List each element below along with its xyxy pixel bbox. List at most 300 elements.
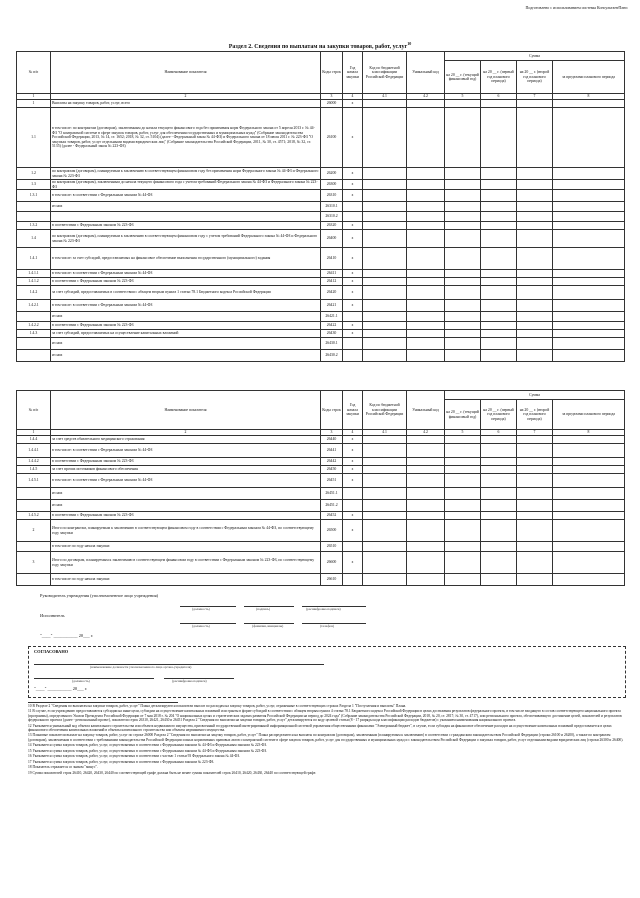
cell-value[interactable]	[517, 488, 553, 500]
cell-num: 1.3.1	[17, 190, 51, 202]
table-row	[17, 330, 625, 338]
hdr2-name: Наименование показателя	[51, 391, 321, 430]
footnote: 13 Плановые показатели выплат на закупку товаров, работ, услуг по строке 26000 Раздела 2 "Сведения по выплатам на закупку товаров, работ, услуг" Плана распределяются на выплаты по контрактам (договорам), заключенным (планируемым к заключению) в соответствии с гражданским законодательством Российской Федерации (строки 26100 и 26200), а также по контрактам (договорам), заключаемым в соответствии с требованиями законодательства Российской Федерации и иных нормативных правовых актов о контрактной системе в сфере закупок товаров, работ, услуг для государственных и муниципальных нужд и с законодательством Российской Федерации о закупках товаров, работ, услуг отдельными видами юридических лиц (строки 26300 и 26400).	[28, 733, 624, 742]
cell-num: 1.2	[17, 168, 51, 180]
col-num: 4.2	[407, 94, 445, 100]
cell-num	[17, 350, 51, 362]
cell-num: 1.4.5.1	[17, 474, 51, 488]
hdr2-unique: Уникальный код	[407, 391, 445, 430]
cell-value[interactable]	[363, 512, 407, 520]
cell-value[interactable]	[553, 180, 625, 190]
cell-value[interactable]	[517, 248, 553, 270]
cell-year	[343, 312, 363, 322]
cell-value[interactable]	[553, 444, 625, 458]
col-num: 4	[343, 94, 363, 100]
cell-value[interactable]	[553, 270, 625, 278]
cell-value[interactable]	[517, 542, 553, 552]
hdr2-y2: на 20 __ г. (первый год планового периода)	[481, 400, 517, 430]
cell-value[interactable]	[445, 222, 481, 230]
cell-name: Итого по контрактам, планируемым к заключению в соответствующем финансовом году в соответствии с Федеральным законом № 44-ФЗ, по соответствующему году закупки	[51, 520, 321, 542]
cell-year: x	[343, 286, 363, 300]
cell-value[interactable]	[553, 300, 625, 312]
hdr-unique: Уникальный код	[407, 52, 445, 94]
cell-value[interactable]	[363, 552, 407, 574]
cell-value[interactable]	[363, 248, 407, 270]
cell-code: 26310.2	[321, 212, 343, 222]
agreed-cap: (наименование должности уполномоченного лица органа-учредителя)	[90, 665, 192, 669]
cap-signature: (подпись)	[256, 607, 271, 611]
cell-name: по контрактам (договорам), планируемым к заключению в соответствующем финансовом году без применения норм Федерального закона № 44-ФЗ и Федерального закона № 223-ФЗ	[51, 168, 321, 180]
cell-value[interactable]	[407, 180, 445, 190]
cell-year: x	[343, 180, 363, 190]
cell-value[interactable]	[445, 436, 481, 444]
cell-value[interactable]	[363, 500, 407, 512]
cell-value[interactable]	[481, 552, 517, 574]
cell-value[interactable]	[481, 338, 517, 350]
cell-value[interactable]	[481, 512, 517, 520]
cell-value[interactable]	[481, 520, 517, 542]
cell-value[interactable]	[481, 322, 517, 330]
cell-value[interactable]	[407, 270, 445, 278]
cell-value[interactable]	[481, 458, 517, 466]
cell-year: x	[343, 300, 363, 312]
cell-value[interactable]	[517, 436, 553, 444]
cell-value[interactable]	[445, 500, 481, 512]
cell-code: 26310.1	[321, 202, 343, 212]
hdr-year: Год начала закупки	[343, 52, 363, 94]
cell-value[interactable]	[445, 230, 481, 248]
cell-value[interactable]	[363, 190, 407, 202]
cell-value[interactable]	[407, 542, 445, 552]
cell-value[interactable]	[407, 202, 445, 212]
cell-value[interactable]	[407, 300, 445, 312]
cell-code: 26320	[321, 222, 343, 230]
cell-name: в том числе: в соответствии с Федеральным законом № 44-ФЗ	[51, 270, 321, 278]
cell-year	[343, 350, 363, 362]
cell-value[interactable]	[445, 312, 481, 322]
table-row	[17, 270, 625, 278]
cell-value[interactable]	[517, 222, 553, 230]
cell-value[interactable]	[445, 542, 481, 552]
cell-code: 26451	[321, 474, 343, 488]
cell-code: 26410	[321, 248, 343, 270]
cell-value[interactable]	[553, 190, 625, 202]
cell-value[interactable]	[553, 230, 625, 248]
cell-value[interactable]	[553, 108, 625, 168]
col-num: 3	[321, 94, 343, 100]
hdr2-num: № п/п	[17, 391, 51, 430]
cell-num: 1.4.5.2	[17, 512, 51, 520]
cell-value[interactable]	[553, 322, 625, 330]
cap-decoding: (расшифровка подписи)	[306, 607, 341, 611]
cell-value[interactable]	[517, 300, 553, 312]
cell-value[interactable]	[445, 278, 481, 286]
cell-value[interactable]	[407, 500, 445, 512]
footnote: 19 Сумма показателей строк 26410, 26420, 26430, 26440 по соответствующей графе должна быть не менее суммы показателей строк 26410, 26420, 26430, 26440 по соответствующей графе.	[28, 770, 317, 775]
cap-position-2: (должность)	[192, 624, 210, 628]
cell-value[interactable]	[553, 212, 625, 222]
cell-value[interactable]	[407, 322, 445, 330]
table-row	[17, 168, 625, 180]
cell-code: 26600	[321, 552, 343, 574]
cell-value[interactable]	[481, 286, 517, 300]
cell-name: в том числе по году начала закупки:	[51, 574, 321, 586]
table-row	[17, 466, 625, 474]
hdr2-kbk: Код по бюджетной классификации Российской Федерации	[363, 391, 407, 430]
cell-value[interactable]	[363, 466, 407, 474]
hdr2-sum: Сумма	[445, 391, 625, 400]
cell-value[interactable]	[553, 466, 625, 474]
cell-value[interactable]	[445, 100, 481, 108]
cell-code: 26441	[321, 444, 343, 458]
cell-value[interactable]	[517, 338, 553, 350]
cell-value[interactable]	[517, 458, 553, 466]
hdr-num: № п/п	[17, 52, 51, 94]
cell-value[interactable]	[363, 330, 407, 338]
cell-value[interactable]	[363, 230, 407, 248]
cell-value[interactable]	[517, 474, 553, 488]
cell-value[interactable]	[445, 444, 481, 458]
cell-value[interactable]	[363, 574, 407, 586]
cell-value[interactable]	[363, 436, 407, 444]
cell-value[interactable]	[445, 520, 481, 542]
cell-value[interactable]	[517, 552, 553, 574]
hdr2-y1: на 20 __ г. (текущий финансовый год)	[445, 400, 481, 430]
col-num: 6	[481, 94, 517, 100]
cell-code: 26411	[321, 270, 343, 278]
cell-year: x	[343, 190, 363, 202]
cell-value[interactable]	[517, 330, 553, 338]
cell-value[interactable]	[407, 552, 445, 574]
cell-year: x	[343, 108, 363, 168]
cell-value[interactable]	[517, 286, 553, 300]
cell-value[interactable]	[407, 512, 445, 520]
cell-value[interactable]	[481, 488, 517, 500]
cell-value[interactable]	[445, 474, 481, 488]
cell-value[interactable]	[407, 488, 445, 500]
table-row	[17, 202, 625, 212]
cell-value[interactable]	[517, 520, 553, 542]
cell-value[interactable]	[517, 212, 553, 222]
cell-value[interactable]	[481, 212, 517, 222]
cell-num	[17, 202, 51, 212]
cell-value[interactable]	[517, 512, 553, 520]
table-row	[17, 458, 625, 466]
cell-value[interactable]	[445, 270, 481, 278]
cell-year: x	[343, 466, 363, 474]
head-label: Руководитель учреждения (уполномоченное лицо учреждения)	[40, 593, 159, 598]
cell-value[interactable]	[517, 574, 553, 586]
cell-value[interactable]	[553, 168, 625, 180]
cell-value[interactable]	[553, 286, 625, 300]
cell-value[interactable]	[407, 436, 445, 444]
cell-value[interactable]	[407, 222, 445, 230]
cell-value[interactable]	[517, 466, 553, 474]
table-row	[17, 100, 625, 108]
cell-value[interactable]	[481, 180, 517, 190]
cell-year	[343, 542, 363, 552]
cell-num	[17, 312, 51, 322]
cell-value[interactable]	[407, 248, 445, 270]
cell-value[interactable]	[363, 542, 407, 552]
cell-value[interactable]	[445, 466, 481, 474]
cell-value[interactable]	[553, 436, 625, 444]
cell-value[interactable]	[481, 230, 517, 248]
cell-name: по контрактам (договорам), планируемым к заключению в соответствующем финансовом году с учетом требований Федерального закона № 44-ФЗ и Федерального закона № 223-ФЗ	[51, 230, 321, 248]
cell-value[interactable]	[407, 286, 445, 300]
cell-value[interactable]	[363, 312, 407, 322]
cell-value[interactable]	[517, 350, 553, 362]
cell-value[interactable]	[481, 190, 517, 202]
cell-value[interactable]	[363, 474, 407, 488]
cell-num	[17, 500, 51, 512]
cell-year: x	[343, 552, 363, 574]
cell-value[interactable]	[481, 100, 517, 108]
col-num: 7	[517, 94, 553, 100]
cell-value[interactable]	[553, 520, 625, 542]
cell-value[interactable]	[481, 330, 517, 338]
cell-value[interactable]	[407, 330, 445, 338]
cell-code: 26440	[321, 436, 343, 444]
cell-name: в соответствии с Федеральным законом № 223-ФЗ	[51, 458, 321, 466]
cell-value[interactable]	[363, 458, 407, 466]
cell-name: в соответствии с Федеральным законом № 223-ФЗ	[51, 512, 321, 520]
cell-value[interactable]	[553, 330, 625, 338]
cell-value[interactable]	[553, 100, 625, 108]
table-row	[17, 436, 625, 444]
cell-value[interactable]	[481, 574, 517, 586]
cell-value[interactable]	[517, 230, 553, 248]
cell-value[interactable]	[553, 552, 625, 574]
cell-year: x	[343, 270, 363, 278]
cell-value[interactable]	[445, 180, 481, 190]
cell-value[interactable]	[553, 458, 625, 466]
footnote: 17 Указывается сумма закупок товаров, работ, услуг, осуществляемых в соответствии с Федеральным законом № 223-ФЗ.	[28, 759, 215, 764]
col-num: 3	[321, 430, 343, 436]
cell-year: x	[343, 222, 363, 230]
cell-value[interactable]	[553, 574, 625, 586]
cell-value[interactable]	[553, 202, 625, 212]
cell-value[interactable]	[517, 278, 553, 286]
cell-value[interactable]	[363, 212, 407, 222]
cell-value[interactable]	[445, 512, 481, 520]
cell-value[interactable]	[445, 322, 481, 330]
hdr2-code: Коды строк	[321, 391, 343, 430]
cell-value[interactable]	[553, 248, 625, 270]
cell-value[interactable]	[407, 168, 445, 180]
cell-value[interactable]	[481, 436, 517, 444]
cell-code: 26430	[321, 330, 343, 338]
cell-value[interactable]	[445, 338, 481, 350]
cell-value[interactable]	[445, 350, 481, 362]
cell-num: 3	[17, 552, 51, 574]
hdr-y3: на 20 __ г. (второй год планового периода)	[517, 61, 553, 94]
cell-value[interactable]	[481, 248, 517, 270]
cell-value[interactable]	[517, 270, 553, 278]
cell-name: из них	[51, 488, 321, 500]
cell-value[interactable]	[363, 444, 407, 458]
cell-num: 1.1	[17, 108, 51, 168]
cell-value[interactable]	[407, 466, 445, 474]
cell-num: 1.4.1	[17, 248, 51, 270]
cell-value[interactable]	[553, 500, 625, 512]
cell-num: 1.4	[17, 230, 51, 248]
cell-value[interactable]	[445, 248, 481, 270]
table-row	[17, 474, 625, 488]
cell-value[interactable]	[363, 286, 407, 300]
footnote: 18 Показатель отражается со знаком "минус".	[28, 765, 98, 770]
cell-year: x	[343, 474, 363, 488]
cell-value[interactable]	[363, 100, 407, 108]
cell-name: в том числе: в соответствии с Федеральным законом № 44-ФЗ	[51, 190, 321, 202]
cell-value[interactable]	[445, 458, 481, 466]
cell-value[interactable]	[517, 500, 553, 512]
cell-value[interactable]	[363, 278, 407, 286]
footnote: 10 В Разделе 2 "Сведения по выплатам на закупки товаров, работ, услуг" Плана детализируются показатели выплат по расходам на закупку товаров, работ, услуг, отраженные в соответствующих строках Раздела 1 "Поступления и выплаты" Плана.	[28, 704, 407, 708]
cell-num	[17, 574, 51, 586]
cell-value[interactable]	[553, 278, 625, 286]
cell-value[interactable]	[363, 108, 407, 168]
col-num: 4	[343, 430, 363, 436]
cell-value[interactable]	[407, 190, 445, 202]
cell-num: 1.3.2	[17, 222, 51, 230]
cell-value[interactable]	[445, 212, 481, 222]
cell-num: 1	[17, 100, 51, 108]
cell-value[interactable]	[363, 322, 407, 330]
cell-value[interactable]	[407, 520, 445, 542]
cell-value[interactable]	[481, 474, 517, 488]
cell-value[interactable]	[517, 444, 553, 458]
cell-value[interactable]	[407, 230, 445, 248]
hdr2-y3: на 20 __ г. (второй год планового периода)	[517, 400, 553, 430]
cell-value[interactable]	[517, 168, 553, 180]
cell-code: 26420	[321, 286, 343, 300]
table-row	[17, 542, 625, 552]
cell-value[interactable]	[481, 168, 517, 180]
cell-value[interactable]	[407, 350, 445, 362]
cell-year: x	[343, 248, 363, 270]
cell-value[interactable]	[363, 168, 407, 180]
cell-value[interactable]	[407, 108, 445, 168]
cell-value[interactable]	[517, 312, 553, 322]
cell-value[interactable]	[481, 350, 517, 362]
cell-value[interactable]	[363, 202, 407, 212]
cell-value[interactable]	[481, 542, 517, 552]
cell-value[interactable]	[553, 512, 625, 520]
cell-value[interactable]	[553, 488, 625, 500]
cell-name: в том числе: в соответствии с Федеральным законом № 44-ФЗ	[51, 474, 321, 488]
table-row	[17, 286, 625, 300]
cell-value[interactable]	[445, 190, 481, 202]
cell-year: x	[343, 444, 363, 458]
cell-value[interactable]	[481, 312, 517, 322]
header-note: Подготовлено с использованием системы КонсультантПлюс	[525, 5, 628, 10]
footnote: 14 Указывается сумма закупок товаров, работ, услуг, осуществляемых в соответствии с Федеральным законом № 44-ФЗ и Федеральным законом № 223-ФЗ.	[28, 743, 268, 748]
cell-value[interactable]	[407, 212, 445, 222]
cell-value[interactable]	[407, 458, 445, 466]
cell-value[interactable]	[553, 222, 625, 230]
cell-value[interactable]	[445, 330, 481, 338]
cell-value[interactable]	[407, 574, 445, 586]
cell-value[interactable]	[517, 190, 553, 202]
cell-value[interactable]	[445, 488, 481, 500]
cell-num: 1.4.1.2	[17, 278, 51, 286]
cell-value[interactable]	[553, 542, 625, 552]
cell-value[interactable]	[445, 108, 481, 168]
cell-value[interactable]	[481, 278, 517, 286]
cell-value[interactable]	[553, 474, 625, 488]
cell-value[interactable]	[407, 474, 445, 488]
cell-value[interactable]	[407, 338, 445, 350]
cell-code: 26451.2	[321, 500, 343, 512]
cell-value[interactable]	[445, 202, 481, 212]
cell-value[interactable]	[517, 322, 553, 330]
cell-value[interactable]	[445, 552, 481, 574]
cell-value[interactable]	[363, 222, 407, 230]
purchases-table-part2	[16, 390, 625, 586]
cell-code: 26310	[321, 190, 343, 202]
cell-value[interactable]	[481, 500, 517, 512]
cell-year: x	[343, 512, 363, 520]
cell-value[interactable]	[363, 338, 407, 350]
cell-value[interactable]	[517, 108, 553, 168]
cell-value[interactable]	[363, 300, 407, 312]
cell-value[interactable]	[363, 520, 407, 542]
cell-value[interactable]	[481, 202, 517, 212]
cell-value[interactable]	[363, 270, 407, 278]
cell-value[interactable]	[517, 100, 553, 108]
cell-num	[17, 212, 51, 222]
cell-value[interactable]	[445, 300, 481, 312]
table-row	[17, 500, 625, 512]
cell-value[interactable]	[481, 300, 517, 312]
cell-value[interactable]	[481, 466, 517, 474]
cell-value[interactable]	[445, 168, 481, 180]
cell-name: за счет субсидий, предоставляемых в соответствии с абзацем вторым пункта 1 статьи 78.1 Бюджетного кодекса Российской Федерации	[51, 286, 321, 300]
cell-value[interactable]	[481, 444, 517, 458]
cell-year: x	[343, 100, 363, 108]
cell-value[interactable]	[481, 108, 517, 168]
hdr-y1: на 20 __ г. (текущий финансовый год)	[445, 61, 481, 94]
cell-value[interactable]	[445, 574, 481, 586]
cell-name: в том числе: в соответствии с Федеральным законом № 44-ФЗ	[51, 444, 321, 458]
cell-value[interactable]	[517, 180, 553, 190]
table-row	[17, 180, 625, 190]
cell-name: из них	[51, 350, 321, 362]
cell-value[interactable]	[553, 312, 625, 322]
cell-value[interactable]	[553, 338, 625, 350]
cell-value[interactable]	[553, 350, 625, 362]
cell-value[interactable]	[481, 222, 517, 230]
table-row	[17, 520, 625, 542]
agreed-cap-decoding: (расшифровка подписи)	[172, 679, 207, 683]
cell-num: 2	[17, 520, 51, 542]
cell-value[interactable]	[363, 488, 407, 500]
cell-value[interactable]	[363, 180, 407, 190]
cell-value[interactable]	[445, 286, 481, 300]
cell-value[interactable]	[407, 444, 445, 458]
cell-value[interactable]	[363, 350, 407, 362]
cell-value[interactable]	[481, 270, 517, 278]
cell-value[interactable]	[407, 278, 445, 286]
cell-value[interactable]	[407, 100, 445, 108]
cell-year	[343, 488, 363, 500]
cell-value[interactable]	[407, 312, 445, 322]
cell-code: 26430.2	[321, 350, 343, 362]
cap-position: (должность)	[192, 607, 210, 611]
cell-value[interactable]	[517, 202, 553, 212]
cell-name: из них	[51, 202, 321, 212]
